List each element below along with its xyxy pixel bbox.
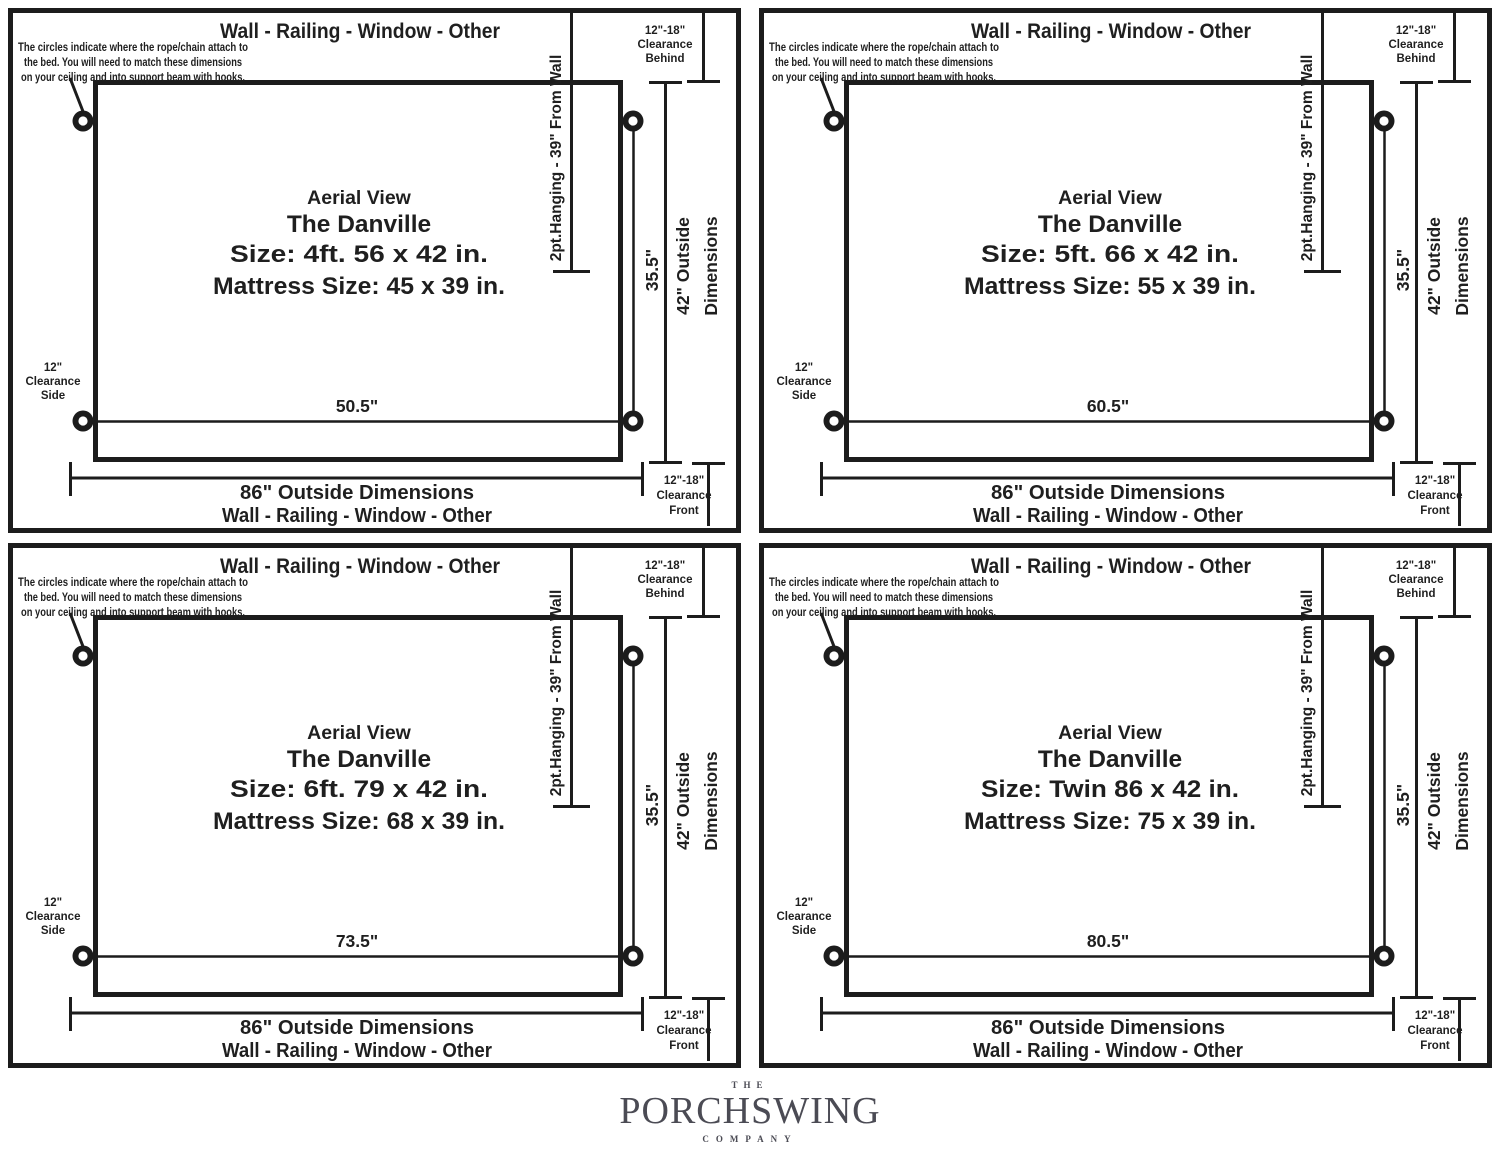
rope-note-line-1: The circles indicate where the rope/chain attach to <box>769 42 999 54</box>
hanging-dimension-label: 2pt.Hanging - 39" From Wall <box>1299 589 1316 797</box>
rope-note-line-1: The circles indicate where the rope/chain attach to <box>18 577 248 589</box>
clearance-behind-label-3: Behind <box>645 588 685 600</box>
attach-width-label: 80.5" <box>1086 931 1130 951</box>
frame-and-dimension-lines <box>762 11 1490 531</box>
rope-note-line-1: The circles indicate where the rope/chain attach to <box>769 577 999 589</box>
clearance-front-label-2: Clearance <box>1407 1025 1463 1037</box>
hanging-dimension-label: 2pt.Hanging - 39" From Wall <box>548 589 565 797</box>
clearance-behind-label-1: 12"-18" <box>644 560 686 572</box>
clearance-side-label-1: 12" <box>43 362 63 374</box>
clearance-behind-label-1: 12"-18" <box>1395 560 1437 572</box>
bottom-wall-label: Wall - Railing - Window - Other <box>973 504 1244 527</box>
hang-width-label: 35.5" <box>642 248 662 292</box>
clearance-front-label-1: 12"-18" <box>1414 1010 1456 1022</box>
rope-note-line-3: on your ceiling and into support beam with hooks. <box>21 72 245 84</box>
top-wall-label: Wall - Railing - Window - Other <box>971 19 1252 43</box>
mattress-size-label: Mattress Size: 75 x 39 in. <box>964 808 1256 835</box>
size-label: Size: 6ft. 79 x 42 in. <box>230 776 488 803</box>
clearance-behind-label-3: Behind <box>1396 588 1436 600</box>
clearance-front-label-3: Front <box>669 505 699 517</box>
hang-width-label: 35.5" <box>1393 248 1413 292</box>
size-label: Size: Twin 86 x 42 in. <box>981 776 1239 803</box>
clearance-behind-label-3: Behind <box>645 53 685 65</box>
aerial-view-label: Aerial View <box>307 722 411 744</box>
aerial-view-label: Aerial View <box>1058 722 1162 744</box>
logo-company-text: COMPANY <box>702 1133 798 1144</box>
attach-width-label: 73.5" <box>335 931 379 951</box>
bottom-wall-label: Wall - Railing - Window - Other <box>973 1039 1244 1062</box>
clearance-behind-label-2: Clearance <box>637 574 693 586</box>
clearance-side-label-3: Side <box>40 390 66 402</box>
mattress-size-label: Mattress Size: 45 x 39 in. <box>213 273 505 300</box>
clearance-front-label-2: Clearance <box>1407 490 1463 502</box>
bottom-wall-label: Wall - Railing - Window - Other <box>222 504 493 527</box>
outside-height-label-1: 42" Outside <box>1424 752 1444 850</box>
aerial-view-label: Aerial View <box>307 187 411 209</box>
rope-note-line-2: the bed. You will need to match these dimensions <box>775 592 993 604</box>
porchswing-logo <box>0 1080 1500 1144</box>
panel-border <box>762 11 1490 531</box>
clearance-behind-label-2: Clearance <box>637 39 693 51</box>
outside-height-label-1: 42" Outside <box>673 752 693 850</box>
outside-height-label-2: Dimensions <box>1452 216 1472 316</box>
top-wall-label: Wall - Railing - Window - Other <box>220 19 501 43</box>
clearance-side-label-3: Side <box>40 925 66 937</box>
rope-note-line-2: the bed. You will need to match these dimensions <box>24 57 242 69</box>
panel-border <box>762 546 1490 1066</box>
outside-height-label-1: 42" Outside <box>1424 217 1444 315</box>
rope-note-line-3: on your ceiling and into support beam with hooks. <box>21 607 245 619</box>
outside-width-label: 86" Outside Dimensions <box>240 1016 474 1039</box>
clearance-front-label-3: Front <box>1420 1040 1450 1052</box>
frame-and-dimension-lines <box>11 11 739 531</box>
clearance-behind-label-2: Clearance <box>1388 574 1444 586</box>
outside-width-label: 86" Outside Dimensions <box>240 481 474 504</box>
clearance-behind-label-3: Behind <box>1396 53 1436 65</box>
clearance-side-label-1: 12" <box>794 362 814 374</box>
panel-twin-diagram <box>759 543 1492 1068</box>
attach-width-label: 60.5" <box>1086 396 1130 416</box>
logo-name-text: PORCHSWING <box>619 1090 881 1132</box>
clearance-front-label-3: Front <box>1420 505 1450 517</box>
outside-height-label-2: Dimensions <box>701 751 721 851</box>
clearance-behind-label-2: Clearance <box>1388 39 1444 51</box>
clearance-side-label-2: Clearance <box>25 911 81 923</box>
product-name: The Danville <box>1037 211 1183 238</box>
outside-height-label-2: Dimensions <box>701 216 721 316</box>
clearance-front-label-3: Front <box>669 1040 699 1052</box>
hanging-dimension-label: 2pt.Hanging - 39" From Wall <box>548 54 565 262</box>
clearance-behind-label-1: 12"-18" <box>1395 25 1437 37</box>
clearance-side-label-1: 12" <box>794 897 814 909</box>
outside-height-label-1: 42" Outside <box>673 217 693 315</box>
mattress-size-label: Mattress Size: 68 x 39 in. <box>213 808 505 835</box>
clearance-front-label-1: 12"-18" <box>663 475 705 487</box>
outside-width-label: 86" Outside Dimensions <box>991 481 1225 504</box>
product-name: The Danville <box>1037 746 1183 773</box>
logo-the-text: THE <box>731 1080 769 1090</box>
product-name: The Danville <box>286 746 432 773</box>
panel-6ft-diagram <box>8 543 741 1068</box>
clearance-side-label-2: Clearance <box>776 376 832 388</box>
outside-height-label-2: Dimensions <box>1452 751 1472 851</box>
mattress-size-label: Mattress Size: 55 x 39 in. <box>964 273 1256 300</box>
clearance-front-label-2: Clearance <box>656 1025 712 1037</box>
rope-note-line-2: the bed. You will need to match these dimensions <box>24 592 242 604</box>
size-label: Size: 4ft. 56 x 42 in. <box>230 241 488 268</box>
hang-width-label: 35.5" <box>642 783 662 827</box>
panel-5ft-diagram <box>759 8 1492 533</box>
clearance-side-label-3: Side <box>791 925 817 937</box>
rope-note-line-1: The circles indicate where the rope/chain attach to <box>18 42 248 54</box>
panel-border <box>11 546 739 1066</box>
attach-width-label: 50.5" <box>335 396 379 416</box>
bottom-wall-label: Wall - Railing - Window - Other <box>222 1039 493 1062</box>
clearance-side-label-3: Side <box>791 390 817 402</box>
clearance-front-label-2: Clearance <box>656 490 712 502</box>
panel-border <box>11 11 739 531</box>
clearance-side-label-1: 12" <box>43 897 63 909</box>
size-label: Size: 5ft. 66 x 42 in. <box>981 241 1239 268</box>
top-wall-label: Wall - Railing - Window - Other <box>220 554 501 578</box>
panel-4ft-diagram <box>8 8 741 533</box>
frame-and-dimension-lines <box>11 546 739 1066</box>
rope-note-line-3: on your ceiling and into support beam with hooks. <box>772 607 996 619</box>
rope-note-line-2: the bed. You will need to match these dimensions <box>775 57 993 69</box>
clearance-behind-label-1: 12"-18" <box>644 25 686 37</box>
product-name: The Danville <box>286 211 432 238</box>
outside-width-label: 86" Outside Dimensions <box>991 1016 1225 1039</box>
clearance-front-label-1: 12"-18" <box>663 1010 705 1022</box>
clearance-side-label-2: Clearance <box>25 376 81 388</box>
aerial-view-label: Aerial View <box>1058 187 1162 209</box>
clearance-side-label-2: Clearance <box>776 911 832 923</box>
hang-width-label: 35.5" <box>1393 783 1413 827</box>
top-wall-label: Wall - Railing - Window - Other <box>971 554 1252 578</box>
frame-and-dimension-lines <box>762 546 1490 1066</box>
hanging-dimension-label: 2pt.Hanging - 39" From Wall <box>1299 54 1316 262</box>
clearance-front-label-1: 12"-18" <box>1414 475 1456 487</box>
rope-note-line-3: on your ceiling and into support beam with hooks. <box>772 72 996 84</box>
